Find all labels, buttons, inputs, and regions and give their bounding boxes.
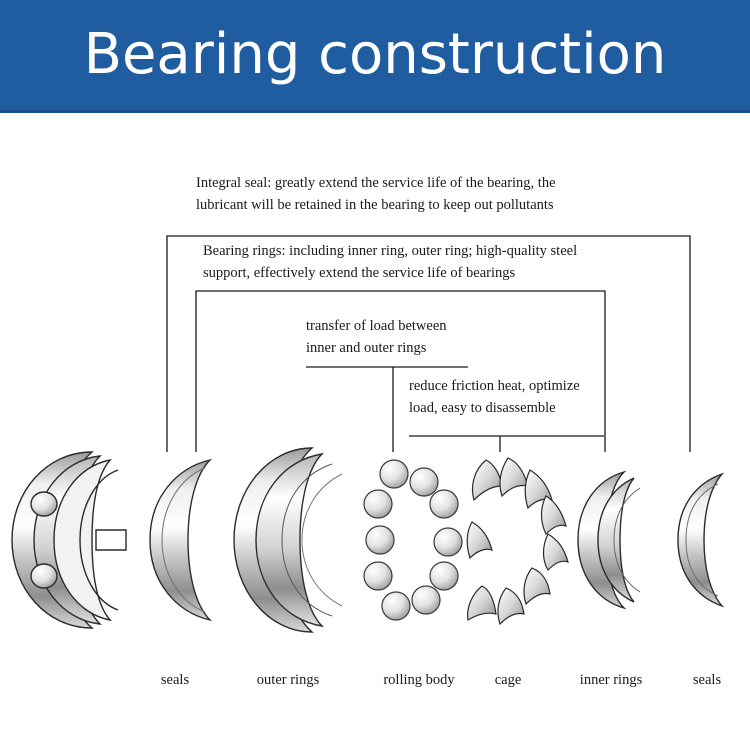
label-seals-right: seals <box>692 672 722 688</box>
callout-line: Bearing rings: including inner ring, outer ring; high-quality steel <box>203 243 578 259</box>
callout-line: load, easy to disassemble <box>409 400 556 417</box>
page-title: Bearing construction <box>83 22 667 87</box>
callout-line: Integral seal: greatly extend the service life of the bearing, the <box>196 175 556 191</box>
callout-line: support, effectively extend the service life of bearings <box>203 265 516 282</box>
part-outer-rings <box>234 448 342 632</box>
label-cage: cage <box>494 672 522 688</box>
header-banner <box>0 0 750 110</box>
callout-line: transfer of load between <box>306 318 447 334</box>
header-divider <box>0 110 750 113</box>
label-rolling-body: rolling body <box>383 672 455 688</box>
callout-line: inner and outer rings <box>306 340 427 357</box>
part-cage <box>467 458 568 624</box>
part-inner-rings <box>578 472 640 608</box>
label-seals-left: seals <box>160 672 190 688</box>
callout-friction-heat <box>409 375 580 420</box>
bearing-parts-row <box>0 430 750 650</box>
label-inner-rings: inner rings <box>579 672 643 688</box>
part-seal-ring-right <box>678 474 722 606</box>
callout-bearing-rings <box>203 240 577 285</box>
callout-load-transfer <box>306 315 447 360</box>
callout-line: lubricant will be retained in the bearing to keep out pollutants <box>196 197 554 214</box>
label-outer-rings: outer rings <box>256 672 320 688</box>
part-rolling-body <box>364 460 462 620</box>
part-seals-left <box>12 452 126 628</box>
part-seal-ring <box>150 460 210 620</box>
bearing-exploded-view <box>0 430 750 650</box>
callout-integral-seal <box>196 172 556 217</box>
callout-line: reduce friction heat, optimize <box>409 378 580 394</box>
